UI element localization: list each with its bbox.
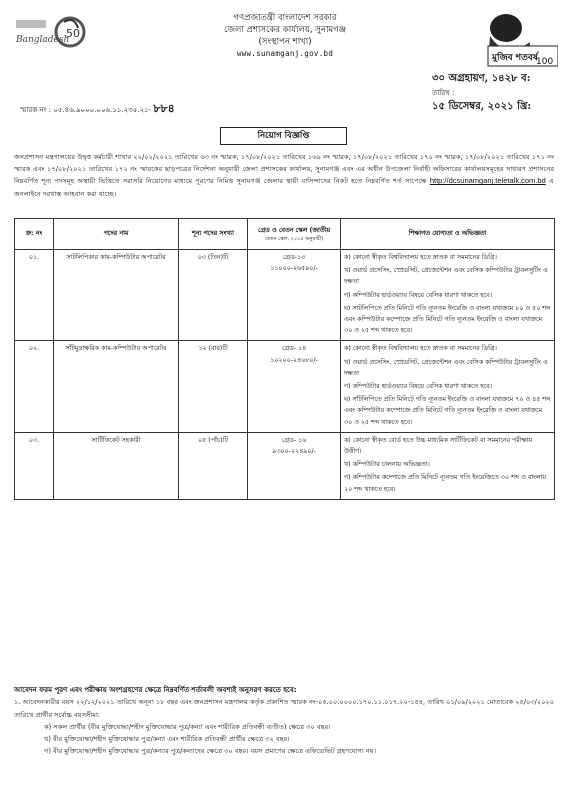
memo-label: স্মারক নং : ০৫.৪৬.৯০০০.০০৬.১১.২৩৫.২১- [20, 106, 152, 114]
row-post: সার্টিফিকেট সহকারী [54, 432, 179, 499]
table-header-row [15, 219, 555, 250]
condition-subitem: খ) বীর মুক্তিযোদ্ধা/শহীদ মুক্তিযোদ্ধার পুত্র/কন্যা এবং শারীরিক প্রতিবন্ধী প্রার্থীর ক্ষেত্রে ৩২ বছর। [44, 735, 290, 744]
svg-text:100: 100 [536, 57, 554, 67]
svg-text:মুজিব শতবর্ষ: মুজিব শতবর্ষ [492, 53, 538, 63]
section-name: (সংস্থাপন শাখা) [258, 37, 312, 47]
row-qualification [341, 432, 555, 499]
row-qualification [341, 341, 555, 432]
notice-title: নিয়োগ বিজ্ঞপ্তি [220, 127, 347, 145]
govt-name: গণপ্রজাতন্ত্রী বাংলাদেশ সরকার [233, 13, 337, 23]
row-sl: ০৩. [15, 432, 54, 499]
qual-item: গ) কম্পিউটার কম্পোজে প্রতি মিনিটে ন্যূনতম গতি ইংরেজিতে ৩০ শব্দ ও বাংলায় ২০ শব্দ থাকতে হবে। [344, 474, 547, 493]
row-vacancy: ০৫ (পাঁচ)টি [179, 432, 248, 499]
row-vacancy: ০৩ (তিন)টি [179, 250, 248, 341]
header-qualification: শিক্ষাগত যোগ্যতা ও অভিজ্ঞতা [341, 219, 555, 250]
qual-item: ক) কোনো স্বীকৃত বিশ্ববিদ্যালয় হতে স্নাতক বা সমমানের ডিগ্রি। [344, 345, 497, 353]
date-block [432, 72, 562, 114]
vacancy-table [14, 218, 555, 500]
qual-item: খ) কম্পিউটার চালনায় অভিজ্ঞতা। [344, 461, 430, 469]
qual-item: ক) কোনো স্বীকৃত বোর্ড হতে উচ্চ মাধ্যমিক সার্টিফিকেট বা সমমানের পরীক্ষায় উত্তীর্ণ। [344, 436, 533, 456]
intro-paragraph [14, 151, 554, 200]
row-qualification [341, 250, 555, 341]
row-grade [248, 250, 341, 341]
row-grade [248, 432, 341, 499]
qual-item: ক) কোনো স্বীকৃত বিশ্ববিদ্যালয় হতে স্নাতক বা সমমানের ডিগ্রি। [344, 254, 497, 261]
pay-scale: ১১০০০-২৬৫৯০/- [270, 265, 318, 273]
row-sl: ০১. [15, 250, 54, 341]
grade-label: গ্রেড-১৩ [282, 254, 306, 261]
header-grade-label: গ্রেড ও বেতন স্কেল (জাতীয় [257, 226, 331, 234]
qual-item: গ) কম্পিউটার হার্ডওয়্যার বিষয়ে বেসিক ধারণা থাকতে হবে। [344, 291, 493, 299]
row-post: সাটলিপিকার কাম-কম্পিউটার অপারেটর [54, 250, 179, 341]
conditions-heading: আবেদন ফরম পূরণ এবং পরীক্ষায় অংশগ্রহণের ক্ষেত্রে নিম্নবর্ণিত শর্তাবলী অবশ্যই অনুসরণ করতে হবে: [14, 686, 297, 694]
table-row [15, 432, 555, 499]
bangladesh-50-logo [14, 8, 86, 56]
header-sl: ক্র: নং [15, 219, 54, 250]
bangla-date: ৩০ অগ্রহায়ণ, ১৪২৮ ব: [432, 73, 531, 84]
header-grade [248, 219, 341, 250]
table-row [15, 250, 555, 341]
row-vacancy: ১২ (বার)টি [179, 341, 248, 432]
mujib-borsho-logo [466, 8, 558, 68]
qual-item: ঘ) সাটলিপিতে প্রতি মিনিটে গতি ন্যূনতম ইংরেজি ও বাংলা যথাক্রমে ৮০ ও ৫০ শব্দ এবং কম্পিউটার কম্পোজে প্রতি মিনিটে গতি ন্যূনতম ইংরেজি ও বাংলা যথাক্রমে ৩০ ও ২৫ শব্দ থাকতে হবে। [344, 304, 551, 335]
qual-item: খ) ওয়ার্ড প্রসেসিং, স্প্রেডসিট, প্রেজেন্টেশন এবং বেসিক কম্পিউটার ট্রাবলসুটিং এ দক্ষতা [344, 358, 548, 377]
svg-text:50: 50 [66, 27, 80, 40]
memo-reference [20, 100, 175, 119]
pay-scale: ১০২০০-২৪৬৮০/- [270, 356, 318, 364]
intro-text-after: এ অনলাইনে দরখাস্ত আহবান করা যাচ্ছে। [14, 177, 554, 198]
website[interactable]: www.sunamganj.gov.bd [236, 49, 334, 58]
condition-subitem: ক) সকল প্রার্থীর (বীর মুক্তিযোদ্ধা/শহীদ মুক্তিযোদ্ধার পুত্র/কন্যা এবং শারীরিক প্রতিবন্ধী ব্যতীত) ক্ষেত্রে ৩০ বছর। [44, 722, 331, 731]
condition-subitem: গ) বীর মুক্তিযোদ্ধা/শহীদ মুক্তিযোদ্ধার পুত্র/কন্যার পুত্র/কন্যাদের ক্ষেত্রে ৩০ বছর। বয়স প্রমাণের ক্ষেত্রে এফিডেভিট গ্রহণযোগ্য নয়। [44, 747, 376, 756]
qual-item: গ) কম্পিউটার হার্ডওয়্যার বিষয়ে বেসিক ধারণা থাকতে হবে। [344, 383, 493, 391]
header-grade-note: বেতন স্কেল, ২০১৫ অনুযায়ী) [264, 236, 324, 243]
table-row [15, 341, 555, 432]
apply-link[interactable]: http://dcsunamganj.teletalk.com.bd [429, 176, 546, 186]
row-post: সাঁটমুদ্রাক্ষরিক কাম-কম্পিউটার অপারেটর [54, 341, 179, 432]
memo-number: ৮৮৪ [153, 102, 175, 115]
qual-item: খ) ওয়ার্ড প্রসেসিং, স্প্রেডসিট, প্রেজেন্টেশন এবং বেসিক কম্পিউটার ট্রাবলসুটিং এ দক্ষতা [344, 267, 548, 286]
conditions-section [14, 684, 554, 758]
office-header [170, 12, 400, 60]
grade-label: গ্রেড- ১৬ [281, 436, 307, 444]
header-vacancy: শূন্য পদের সংখ্যা [179, 219, 248, 250]
svg-text:Bangladesh: Bangladesh [16, 35, 70, 45]
qual-item: ঘ) সাঁটলিপিতে প্রতি মিনিটে গতি ন্যূনতম ইংরেজি ও বাংলা যথাক্রমে ৭০ ও ৪৫ শব্দ এবং কম্পিউটার কম্পোজে প্রতি মিনিটে গতি ন্যূনতম ইংরেজি ও বাংলা যথাক্রমে ৩০ ও ২৫ শব্দ থাকতে হবে। [344, 396, 551, 426]
english-date: ১৫ ডিসেম্বর, ২০২১ খ্রি: [432, 101, 532, 112]
condition-item: ১. আবেদনকারীর বয়স ২২/১২/২০২১ তারিখে অনূন্য ১৮ বছর এবং জনপ্রশাসন মন্ত্রণালয় কর্তৃক প্রকাশিত স্মারক নং-০৫.০০.০০০০.১৭০.১১.০১৭.২০-১৫৪, তারিখ ০১/০৯/২০২১ মোতাবেক ২৫/০৩/২০২০ তারিখে প্রার্থীর সর্বোচ্চ বয়সসীমা: [14, 698, 554, 719]
intro-text: জনপ্রশাসন মন্ত্রণালয়ের উদ্বৃত্ত কর্মচারী শাখার ২২/০২/২০২১ তারিখের ৬৩ নং স্মারক, ১৭/০৮/২০২১ তারিখের ১৬৯ নং স্মারক, ১৭/০৮/২০২১ তারিখের ১৭০ নং স্মারক, ১৭/০৮/২০২১ তারিখের ১৭১ নং স্মারক এবং ১৭/০৮/২০২১ তারিখের ১৭২ নং স্মারকের ছাড়পত্রের নির্দেশনা অনুযায়ী জেলা প্রশাসকের কার্যালয়, সুনামগঞ্জ এবং এর অধীন উপজেলা নির্বাহী অফিসারের কার্যালয়সমূহের সাধারণ প্রশাসনের নিম্নবর্ণিত শূন্য পদসমূহ অস্থায়ী ভিত্তিতে সরাসরি নিয়োগের মাধ্যমে পূরণের নিমিত্ত সুনামগঞ্জ জেলার স্থায়ী বাসিন্দাদের নিকট হতে নিম্নবর্ণিত শর্ত সাপেক্ষে [14, 153, 554, 186]
pay-scale: ৯৩০০-২২৪৯০/- [272, 448, 316, 456]
row-grade [248, 341, 341, 432]
header-post: পদের নাম [54, 219, 179, 250]
row-sl: ০২. [15, 341, 54, 432]
grade-label: গ্রেড- ১৪ [281, 345, 307, 353]
date-label: তারিখ : [432, 89, 455, 97]
office-name: জেলা প্রশাসকের কার্যালয়, সুনামগঞ্জ [224, 25, 346, 35]
